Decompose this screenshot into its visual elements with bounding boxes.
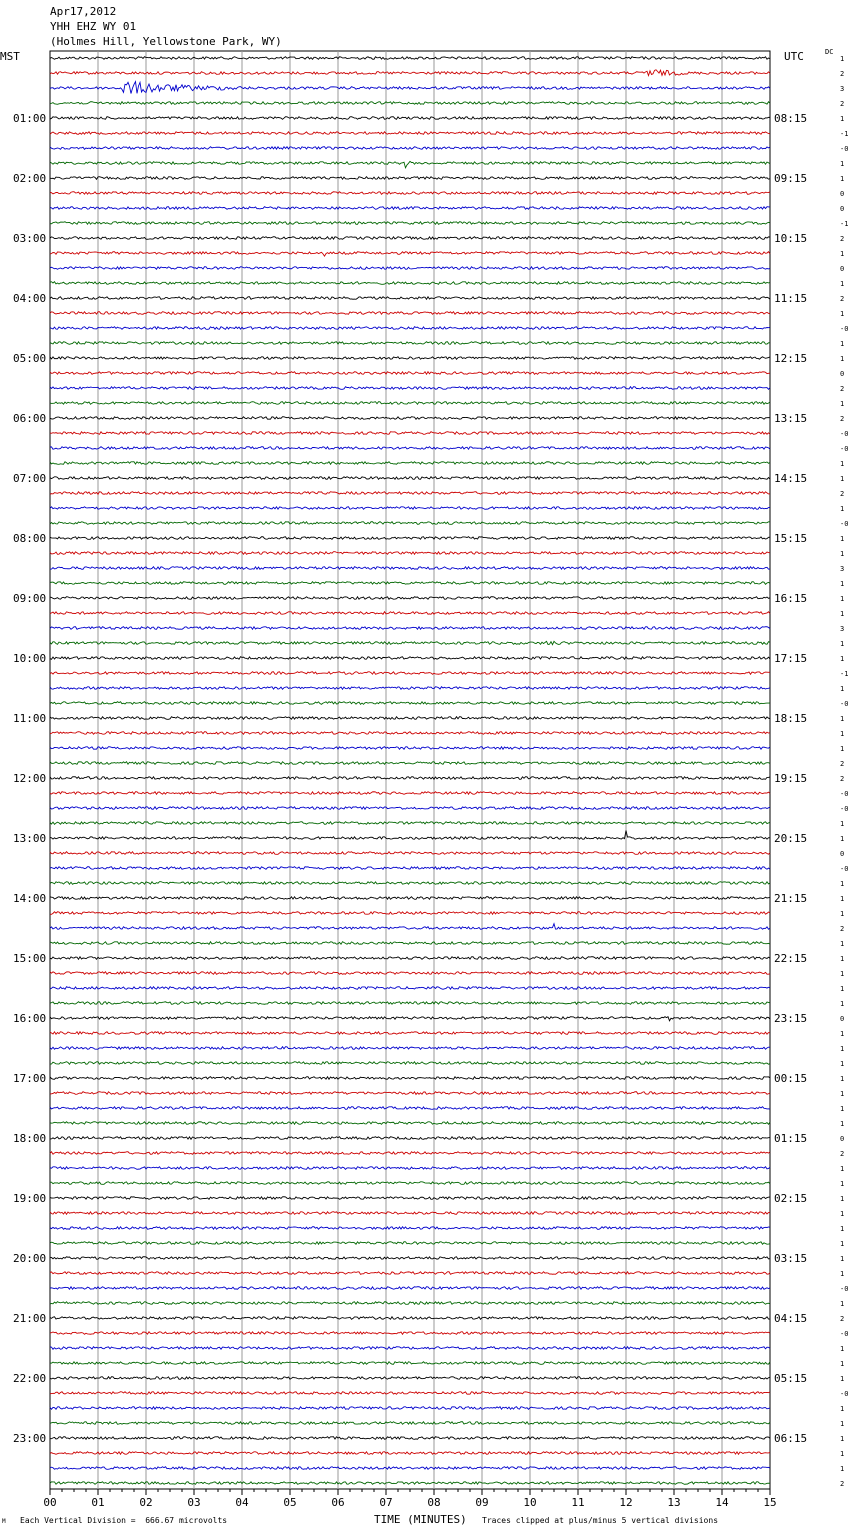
dc-offset-label: -0: [840, 1285, 849, 1293]
dc-offset-label: 1: [840, 1405, 845, 1413]
dc-offset-label: -0: [840, 145, 849, 153]
trace-line: [50, 192, 770, 195]
dc-offset-label: 1: [840, 1360, 845, 1368]
trace-line: [50, 462, 770, 465]
dc-offset-label: 1: [840, 610, 845, 618]
right-hour-label: 09:15: [774, 172, 808, 185]
trace-line: [50, 1077, 770, 1080]
right-hour-label: 01:15: [774, 1132, 808, 1145]
right-hour-label: 21:15: [774, 892, 808, 905]
trace-line: [50, 1197, 770, 1200]
dc-offset-label: -1: [840, 130, 849, 138]
trace-line: [50, 657, 770, 660]
trace-line: [50, 582, 770, 585]
trace-line: [50, 897, 770, 900]
x-tick-label: 15: [763, 1496, 777, 1509]
trace-line: [50, 957, 770, 960]
dc-offset-label: -0: [840, 790, 849, 798]
trace-line: [50, 1407, 770, 1410]
dc-offset-label: 1: [840, 475, 845, 483]
right-hour-label: 17:15: [774, 652, 808, 665]
trace-line: [50, 1062, 770, 1065]
trace-line: [50, 1002, 770, 1005]
trace-line: [50, 567, 770, 570]
dc-offset-label: 1: [840, 940, 845, 948]
trace-line: [50, 552, 770, 555]
trace-line: [50, 627, 770, 630]
vertical-division-note: Each Vertical Division = 666.67 microvolts: [20, 1516, 228, 1525]
dc-offset-label: 1: [840, 310, 845, 318]
trace-line: [50, 312, 770, 315]
left-hour-label: 17:00: [13, 1072, 47, 1085]
trace-line: [50, 432, 770, 435]
dc-offset-label: 1: [840, 985, 845, 993]
x-tick-label: 12: [619, 1496, 633, 1509]
station-label: YHH EHZ WY 01: [50, 20, 137, 33]
trace-line: [50, 830, 770, 839]
trace-line: [50, 1257, 770, 1260]
trace-line: [50, 161, 770, 167]
trace-line: [50, 1152, 770, 1155]
x-tick-label: 03: [187, 1496, 201, 1509]
trace-line: [50, 477, 770, 480]
right-hour-label: 10:15: [774, 232, 808, 245]
left-hour-label: 04:00: [13, 292, 47, 305]
left-timezone-label: MST: [0, 50, 20, 63]
trace-line: [50, 207, 770, 210]
trace-line: [50, 1377, 770, 1380]
dc-offset-label: 1: [840, 1165, 845, 1173]
dc-offset-label: 2: [840, 760, 845, 768]
dc-label: DC: [825, 48, 834, 56]
trace-line: [50, 282, 770, 285]
trace-line: [50, 612, 770, 615]
trace-line: [50, 1167, 770, 1170]
right-hour-label: 11:15: [774, 292, 808, 305]
right-hour-label: 03:15: [774, 1252, 808, 1265]
dc-offset-label: 1: [840, 640, 845, 648]
trace-line: [50, 1287, 770, 1290]
x-tick-label: 07: [379, 1496, 393, 1509]
trace-line: [50, 327, 770, 330]
dc-offset-label: 2: [840, 925, 845, 933]
x-tick-label: 14: [715, 1496, 729, 1509]
trace-line: [50, 1242, 770, 1245]
trace-line: [50, 297, 770, 300]
dc-offset-label: 1: [840, 1030, 845, 1038]
dc-offset-label: -0: [840, 700, 849, 708]
trace-line: [50, 882, 770, 885]
dc-offset-label: 2: [840, 100, 845, 108]
dc-offset-label: 1: [840, 505, 845, 513]
trace-line: [50, 1452, 770, 1455]
dc-offset-label: 2: [840, 235, 845, 243]
trace-line: [50, 522, 770, 525]
x-tick-label: 02: [139, 1496, 153, 1509]
left-hour-label: 22:00: [13, 1372, 47, 1385]
dc-offset-label: 1: [840, 1450, 845, 1458]
left-hour-label: 15:00: [13, 952, 47, 965]
left-hour-label: 14:00: [13, 892, 47, 905]
right-hour-label: 18:15: [774, 712, 808, 725]
dc-offset-label: -0: [840, 520, 849, 528]
left-hour-label: 21:00: [13, 1312, 47, 1325]
left-hour-label: 13:00: [13, 832, 47, 845]
trace-line: [50, 1212, 770, 1215]
dc-offset-label: 1: [840, 1120, 845, 1128]
location-label: (Holmes Hill, Yellowstone Park, WY): [50, 35, 282, 48]
trace-line: [50, 1047, 770, 1050]
dc-offset-label: 0: [840, 205, 845, 213]
dc-offset-label: 1: [840, 400, 845, 408]
x-axis-title: TIME (MINUTES): [374, 1513, 467, 1526]
dc-offset-label: 1: [840, 595, 845, 603]
dc-offset-label: 1: [840, 1045, 845, 1053]
dc-offset-label: 1: [840, 1270, 845, 1278]
dc-offset-label: 2: [840, 1150, 845, 1158]
dc-offset-label: 1: [840, 1375, 845, 1383]
trace-line: [50, 70, 770, 76]
trace-line: [50, 1482, 770, 1485]
trace-line: [50, 1122, 770, 1125]
trace-line: [50, 717, 770, 720]
right-hour-label: 05:15: [774, 1372, 808, 1385]
dc-offset-label: -0: [840, 1390, 849, 1398]
date-label: Apr17,2012: [50, 5, 117, 18]
dc-offset-label: 1: [840, 1210, 845, 1218]
dc-offset-label: 1: [840, 580, 845, 588]
dc-offset-label: 1: [840, 1225, 845, 1233]
trace-line: [50, 777, 770, 780]
dc-offset-label: 2: [840, 295, 845, 303]
dc-offset-label: 1: [840, 1075, 845, 1083]
left-hour-label: 01:00: [13, 112, 47, 125]
trace-line: [50, 924, 770, 930]
trace-line: [50, 177, 770, 180]
trace-line: [50, 641, 770, 644]
trace-line: [50, 972, 770, 975]
x-tick-label: 10: [523, 1496, 537, 1509]
dc-offset-label: 1: [840, 655, 845, 663]
trace-line: [50, 1092, 770, 1095]
trace-line: [50, 1032, 770, 1035]
clipping-note: Traces clipped at plus/minus 5 vertical divisions: [482, 1516, 719, 1525]
corner-mark: M: [2, 1518, 6, 1525]
right-hour-label: 06:15: [774, 1432, 808, 1445]
dc-offset-label: 1: [840, 460, 845, 468]
left-hour-label: 06:00: [13, 412, 47, 425]
right-hour-label: 04:15: [774, 1312, 808, 1325]
dc-offset-label: 1: [840, 1300, 845, 1308]
right-hour-label: 16:15: [774, 592, 808, 605]
trace-line: [50, 57, 770, 60]
dc-offset-label: 0: [840, 850, 845, 858]
trace-line: [50, 1317, 770, 1320]
dc-offset-label: 1: [840, 280, 845, 288]
dc-offset-label: 1: [840, 685, 845, 693]
right-hour-label: 20:15: [774, 832, 808, 845]
dc-offset-label: 2: [840, 70, 845, 78]
right-hour-label: 23:15: [774, 1012, 808, 1025]
dc-offset-label: 1: [840, 1195, 845, 1203]
dc-offset-label: -0: [840, 445, 849, 453]
dc-offset-label: 1: [840, 895, 845, 903]
x-tick-label: 11: [571, 1496, 585, 1509]
x-tick-label: 01: [91, 1496, 105, 1509]
dc-offset-label: -0: [840, 1330, 849, 1338]
trace-line: [50, 792, 770, 795]
trace-line: [50, 357, 770, 360]
left-hour-label: 12:00: [13, 772, 47, 785]
dc-offset-label: 3: [840, 625, 845, 633]
trace-line: [50, 1107, 770, 1110]
trace-line: [50, 417, 770, 420]
trace-line: [50, 1272, 770, 1275]
trace-line: [50, 372, 770, 375]
dc-offset-label: 1: [840, 880, 845, 888]
trace-line: [50, 672, 770, 675]
dc-offset-label: 0: [840, 370, 845, 378]
trace-line: [50, 702, 770, 705]
dc-offset-label: 1: [840, 730, 845, 738]
dc-offset-label: 0: [840, 265, 845, 273]
dc-offset-label: 1: [840, 1465, 845, 1473]
dc-offset-label: 2: [840, 415, 845, 423]
trace-line: [50, 732, 770, 735]
dc-offset-label: 3: [840, 565, 845, 573]
x-tick-label: 04: [235, 1496, 249, 1509]
trace-line: [50, 1437, 770, 1440]
trace-line: [50, 1422, 770, 1425]
dc-offset-label: -1: [840, 220, 849, 228]
dc-offset-label: 1: [840, 160, 845, 168]
trace-line: [50, 987, 770, 990]
dc-offset-label: 2: [840, 490, 845, 498]
right-timezone-label: UTC: [784, 50, 804, 63]
trace-line: [50, 867, 770, 870]
trace-line: [50, 942, 770, 945]
trace-line: [50, 147, 770, 150]
left-hour-label: 16:00: [13, 1012, 47, 1025]
trace-line: [50, 1467, 770, 1470]
dc-offset-label: -0: [840, 430, 849, 438]
left-hour-label: 20:00: [13, 1252, 47, 1265]
dc-offset-label: 0: [840, 1135, 845, 1143]
trace-line: [50, 1347, 770, 1350]
dc-offset-label: -1: [840, 670, 849, 678]
right-hour-label: 08:15: [774, 112, 808, 125]
trace-line: [50, 342, 770, 345]
right-hour-label: 02:15: [774, 1192, 808, 1205]
trace-line: [50, 852, 770, 855]
trace-line: [50, 1302, 770, 1305]
dc-offset-label: 2: [840, 775, 845, 783]
trace-line: [50, 252, 770, 256]
dc-offset-label: 1: [840, 1420, 845, 1428]
dc-offset-label: 1: [840, 970, 845, 978]
trace-line: [50, 1017, 770, 1021]
trace-line: [50, 1227, 770, 1230]
trace-line: [50, 402, 770, 405]
left-hour-label: 02:00: [13, 172, 47, 185]
right-hour-label: 15:15: [774, 532, 808, 545]
dc-offset-label: 1: [840, 955, 845, 963]
right-hour-label: 12:15: [774, 352, 808, 365]
dc-offset-label: 1: [840, 1345, 845, 1353]
trace-line: [50, 597, 770, 600]
right-hour-label: 14:15: [774, 472, 808, 485]
x-tick-label: 00: [43, 1496, 57, 1509]
trace-line: [50, 267, 770, 270]
trace-line: [50, 222, 770, 225]
dc-offset-label: 1: [840, 1240, 845, 1248]
left-hour-label: 18:00: [13, 1132, 47, 1145]
left-hour-label: 19:00: [13, 1192, 47, 1205]
left-hour-label: 08:00: [13, 532, 47, 545]
dc-offset-label: 0: [840, 1015, 845, 1023]
dc-offset-label: 2: [840, 385, 845, 393]
dc-offset-label: 1: [840, 355, 845, 363]
trace-line: [50, 507, 770, 510]
x-tick-label: 08: [427, 1496, 441, 1509]
trace-line: [50, 1182, 770, 1185]
right-hour-label: 22:15: [774, 952, 808, 965]
dc-offset-label: 1: [840, 1060, 845, 1068]
x-tick-label: 13: [667, 1496, 681, 1509]
dc-offset-label: 1: [840, 820, 845, 828]
dc-offset-label: 1: [840, 1090, 845, 1098]
trace-line: [50, 822, 770, 825]
trace-line: [50, 1137, 770, 1140]
x-tick-label: 06: [331, 1496, 345, 1509]
trace-line: [50, 492, 770, 495]
right-hour-label: 13:15: [774, 412, 808, 425]
dc-offset-label: 1: [840, 1435, 845, 1443]
trace-line: [50, 1392, 770, 1395]
dc-offset-label: 1: [840, 745, 845, 753]
dc-offset-label: 3: [840, 85, 845, 93]
trace-line: [50, 1332, 770, 1335]
dc-offset-label: 1: [840, 250, 845, 258]
dc-offset-label: -0: [840, 865, 849, 873]
left-hour-label: 03:00: [13, 232, 47, 245]
left-hour-label: 11:00: [13, 712, 47, 725]
x-tick-label: 05: [283, 1496, 297, 1509]
dc-offset-label: 1: [840, 1105, 845, 1113]
trace-line: [50, 762, 770, 765]
trace-line: [50, 747, 770, 750]
trace-line: [50, 807, 770, 810]
trace-line: [50, 912, 770, 915]
trace-line: [50, 132, 770, 135]
trace-line: [50, 687, 770, 690]
x-tick-label: 09: [475, 1496, 489, 1509]
trace-line: [50, 1362, 770, 1365]
dc-offset-label: 0: [840, 190, 845, 198]
left-hour-label: 09:00: [13, 592, 47, 605]
right-hour-label: 19:15: [774, 772, 808, 785]
trace-line: [50, 237, 770, 240]
dc-offset-label: 1: [840, 1255, 845, 1263]
left-hour-label: 07:00: [13, 472, 47, 485]
dc-offset-label: 1: [840, 835, 845, 843]
left-hour-label: 23:00: [13, 1432, 47, 1445]
dc-offset-label: 1: [840, 535, 845, 543]
trace-line: [50, 537, 770, 540]
trace-line: [50, 102, 770, 105]
dc-offset-label: 2: [840, 1315, 845, 1323]
left-hour-label: 05:00: [13, 352, 47, 365]
dc-offset-label: 1: [840, 175, 845, 183]
dc-offset-label: -0: [840, 325, 849, 333]
dc-offset-label: 2: [840, 1480, 845, 1488]
trace-line: [50, 82, 770, 94]
dc-offset-label: 1: [840, 715, 845, 723]
trace-line: [50, 447, 770, 450]
dc-offset-label: 1: [840, 910, 845, 918]
trace-line: [50, 387, 770, 390]
right-hour-label: 00:15: [774, 1072, 808, 1085]
dc-offset-label: 1: [840, 1000, 845, 1008]
dc-offset-label: 1: [840, 550, 845, 558]
left-hour-label: 10:00: [13, 652, 47, 665]
trace-line: [50, 117, 770, 120]
dc-offset-label: 1: [840, 115, 845, 123]
dc-offset-label: 1: [840, 55, 845, 63]
dc-offset-label: -0: [840, 805, 849, 813]
dc-offset-label: 1: [840, 340, 845, 348]
dc-offset-label: 1: [840, 1180, 845, 1188]
